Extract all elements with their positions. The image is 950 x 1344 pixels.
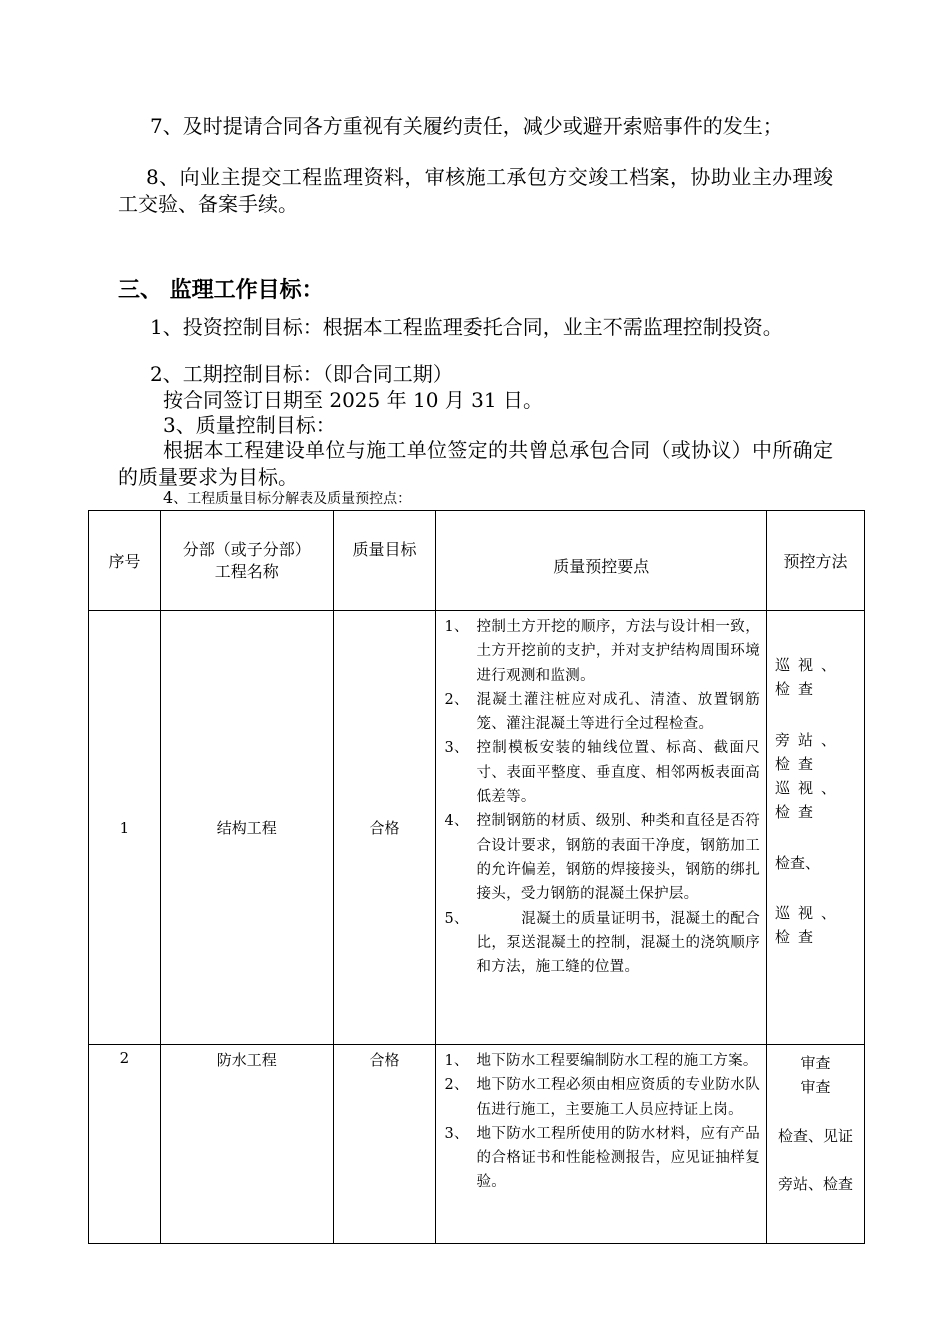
method-entry: 检查、见证 [778,1126,854,1145]
schedule-goal-title: 2、工期控制目标：（即合同工期） [150,362,453,386]
header-points: 质量预控要点 [436,511,767,611]
schedule-goal-body: 按合同签订日期至 2025 年 10 月 31 日。 [163,388,543,412]
control-point: 1、 控制土方开挖的顺序，方法与设计相一致，土方开挖前的支护，并对支护结构周围环境进行观测和监测。 [444,619,761,684]
method-entry [775,875,856,901]
paragraph-7: 7、及时提请合同各方重视有关履约责任，减少或避开索赔事件的发生； [150,114,783,138]
section-heading: 三、 监理工作目标： [118,278,324,303]
header-method: 预控方法 [767,511,865,611]
row-seq: 1 [89,611,161,1045]
row-name: 防水工程 [160,1045,333,1244]
header-goal: 质量目标 [333,511,436,611]
row-name: 结构工程 [160,611,333,1045]
row-goal: 合格 [333,611,436,1045]
paragraph-8: 8、向业主提交工程监理资料，审核施工承包方交竣工档案，协助业主办理竣工交验、备案手续。 [118,165,833,216]
method-entry [775,825,856,851]
control-point: 2、 地下防水工程必须由相应资质的专业防水队伍进行施工，主要施工人员应持证上岗。 [444,1077,761,1118]
table-row [89,1045,865,1244]
method-entry: 旁站、检查 [778,1174,854,1193]
investment-goal: 1、投资控制目标：根据本工程监理委托合同，业主不需监理控制投资。 [150,315,783,339]
row-control-points [436,1045,767,1244]
header-name-line2: 工程名称 [214,561,279,581]
method-entry: 巡视、检查 [775,656,845,699]
quality-goal-title: 3、质量控制目标： [163,413,336,437]
header-name [160,511,333,611]
table-header-row [89,511,865,611]
method-entry [775,1148,856,1172]
quality-target-table [88,510,865,1244]
control-point: 3、 控制模板安装的轴线位置、标高、截面尺寸、表面平整度、垂直度、相邻两板表面高低差等。 [444,740,761,806]
table-caption-text: 、工程质量目标分解表及质量预控点： [173,491,412,507]
method-entry [775,1100,856,1124]
control-point: 1、 地下防水工程要编制防水工程的施工方案。 [444,1053,758,1069]
table-row [89,611,865,1045]
control-point: 4、 控制钢筋的材质、级别、种类和直径是否符合设计要求，钢筋的表面干净度，钢筋加工的允许偏差，钢筋的焊接接头，钢筋的绑扎接头，受力钢筋的混凝土保护层。 [444,813,761,903]
control-point: 2、 混凝土灌注桩应对成孔、清渣、放置钢筋笼、灌注混凝土等进行全过程检查。 [444,691,761,733]
row-seq: 2 [89,1045,161,1244]
table-caption [163,488,411,508]
table-caption-number: 4 [163,488,174,507]
row-goal: 合格 [333,1045,436,1244]
quality-goal-body: 根据本工程建设单位与施工单位签定的共曾总承包合同（或协议）中所确定的质量要求为目标。 [118,438,833,489]
method-entry [775,702,856,728]
control-point: 5、 混凝土的质量证明书，混凝土的配合比，泵送混凝土的控制，混凝土的浇筑顺序和方法，施工缝的位置。 [444,910,761,976]
method-entry: 巡视、检查 [775,779,845,822]
method-entry: 审查 [800,1054,831,1072]
row-methods [767,1045,865,1244]
control-point: 3、 地下防水工程所使用的防水材料，应有产品的合格证书和性能检测报告，应见证抽样复验。 [444,1125,761,1191]
method-entry: 旁站、检查 [775,730,845,773]
method-entry: 检查、 [775,853,821,872]
header-name-line1: 分部（或子分部） [182,539,311,559]
row-methods [767,611,865,1045]
row-control-points [436,611,767,1045]
method-entry: 巡视、检查 [775,904,845,947]
method-entry: 审查 [800,1078,831,1097]
header-seq: 序号 [89,511,161,611]
